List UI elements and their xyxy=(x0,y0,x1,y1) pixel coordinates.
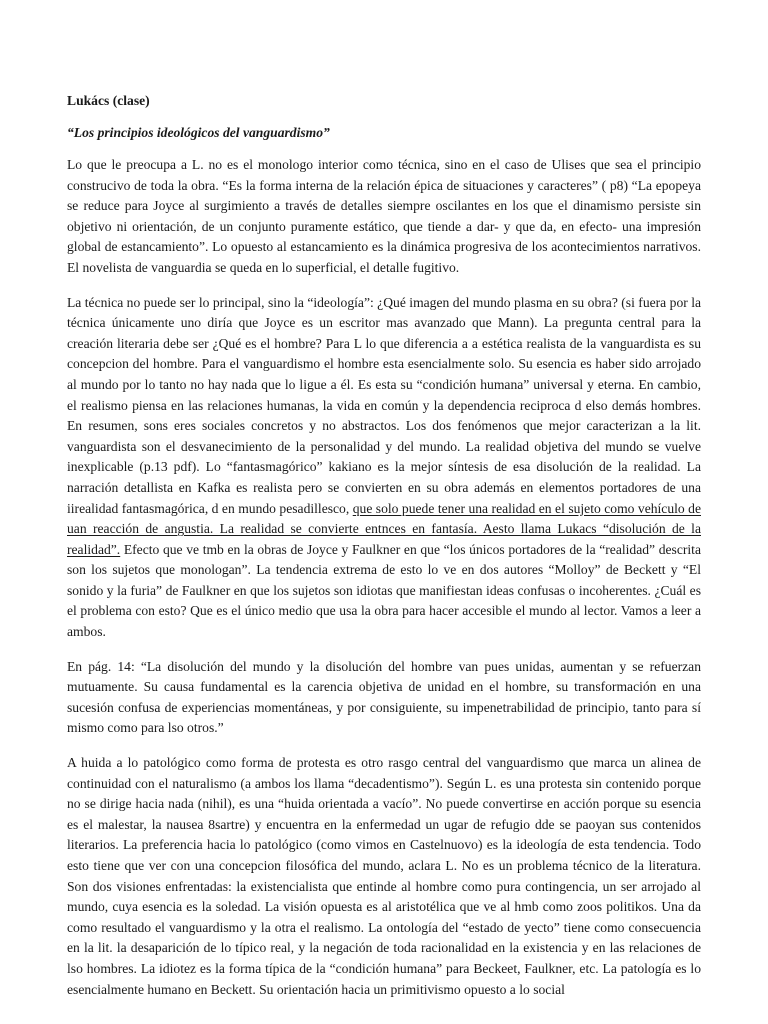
paragraph-3: En pág. 14: “La disolución del mundo y la disolución del hombre van pues unidas, aumentan y se refuerzan mutuamente. Su causa fundamental es la carencia objetiva de unidad en el hombre, su transformación en una sucesión confusa de experiencias momentáneas, y por consiguiente, su impenetrabilidad de principio, tanto para sí mismo como para lso otros.” xyxy=(67,658,701,736)
underlined-passage: que solo puede tener una realidad en el sujeto como vehículo de uan reacción de angustia. La realidad se convierte entnces en fantasía. Aesto llama Lukacs “disolución de la realidad”. xyxy=(67,500,701,557)
document-subtitle: “Los principios ideológicos del vanguardismo” xyxy=(67,125,330,140)
document-title: Lukács (clase) xyxy=(67,93,150,108)
paragraph-1: Lo que le preocupa a L. no es el monologo interior como técnica, sino en el caso de Ulises que sea el principio construcivo de toda la obra. “Es la forma interna de la relación épica de situaciones y caracteres” ( p8) “La epopeya se reduce para Joyce al surgimiento a través de detalles siempre oscilantes en los que el dinamismo persiste sin objetivo ni orientación, de un conjunto puramente estático, que tiende a dar- y que da, en efecto- una impresión global de estancamiento”. Lo opuesto al estancamiento es la dinámica progresiva de los acontecimientos narrativos. El novelista de vanguardia se queda en lo superficial, el detalle fugitivo. xyxy=(67,157,701,275)
paragraph-2-text-before: La técnica no puede ser lo principal, sino la “ideología”: ¿Qué imagen del mundo plasma en su obra? (si fuera por la técnica únicamente uno diría que Joyce es un escritor mas avanzado que Mann). La pregunta central para la creación literaria debe ser ¿Qué es el hombre? Para L lo que diferencia a a estética realista de la vanguardista es su concepcion del hombre. Para el vanguardismo el hombre esta esencialmente solo. Su esencia es haber sido arrojado al mundo por lo tanto no hay nada que lo ligue a él. Es esta su “condición humana” universal y eterna. En cambio, el realismo piensa en las relaciones humanas, la vida en común y la dependencia reciproca d elso demás hombres. En resumen, sons eres sociales concretos y no abstractos. Los dos fenómenos que mejor caracterizan a la lit. vanguardista son el desvanecimiento de la personalidad y del mundo. La realidad objetiva del mundo se vuelve inexplicable (p.13 pdf). Lo “fantasmagórico” kakiano es la mejor síntesis de esa disolución de la realidad. La narración detallista en Kafka es realista pero se convierten en su obra además en elementos portadores de una iirealidad fantasmagórica, d en mundo pesadillesco, xyxy=(67,294,701,516)
paragraph-4: A huida a lo patológico como forma de protesta es otro rasgo central del vanguardismo que marca un alinea de continuidad con el naturalismo (a ambos los llama “decadentismo”). Según L. es una protesta sin contenido porque no se dirige hacia nada (nihil), es una “huida orientada a vacío”. No puede convertirse en acción porque su esencia es el malestar, la nausea 8sartre) y encuentra en la enfermedad un ugar de refugio dde se paoyan sus contenidos literarios. La preferencia hacia lo patológico (como vimos en Castelnuovo) es la ideología de esta tendencia. Todo esto tiene que ver con una concepcion filosófica del mundo, aclara L. No es un problema técnico de la literatura. Son dos visiones enfrentadas: la existencialista que entinde al hombre como pura contingencia, un ser arrojado al mundo, cuya esencia es la soledad. La visión opuesta es al aristotélica que ve al hmb como zoos politikos. Una da como resultado el vanguardismo y la otra el realismo. La ontología del “estado de yecto” tiene como consecuencia en la lit. la desaparición de lo típico real, y la negación de toda racionalidad en la existencia y en las relaciones de lso hombres. La idiotez es la forma típica de la “condición humana” para Beckeet, Faulkner, etc. La patología es lo esencialmente humano en Beckett. Su orientación hacia un primitivismo opuesto a lo social xyxy=(67,755,701,997)
document-page xyxy=(67,92,701,1014)
paragraph-2 xyxy=(67,293,701,643)
paragraph-2-text-after: Efecto que ve tmb en la obras de Joyce y Faulkner en que “los únicos portadores de la “realidad” descrita son los sujetos que monologan”. La tendencia extrema de esto lo ve en dos autores “Molloy” de Beckett y “El sonido y la furia” de Faulkner en que los sujetos son idiotas que manifiestan ideas confusas o incoherentes. ¿Cuál es el problema con esto? Que es el único medio que usa la obra para hacer accesible el mundo al lector. Vamos a leer a ambos. xyxy=(67,541,701,640)
